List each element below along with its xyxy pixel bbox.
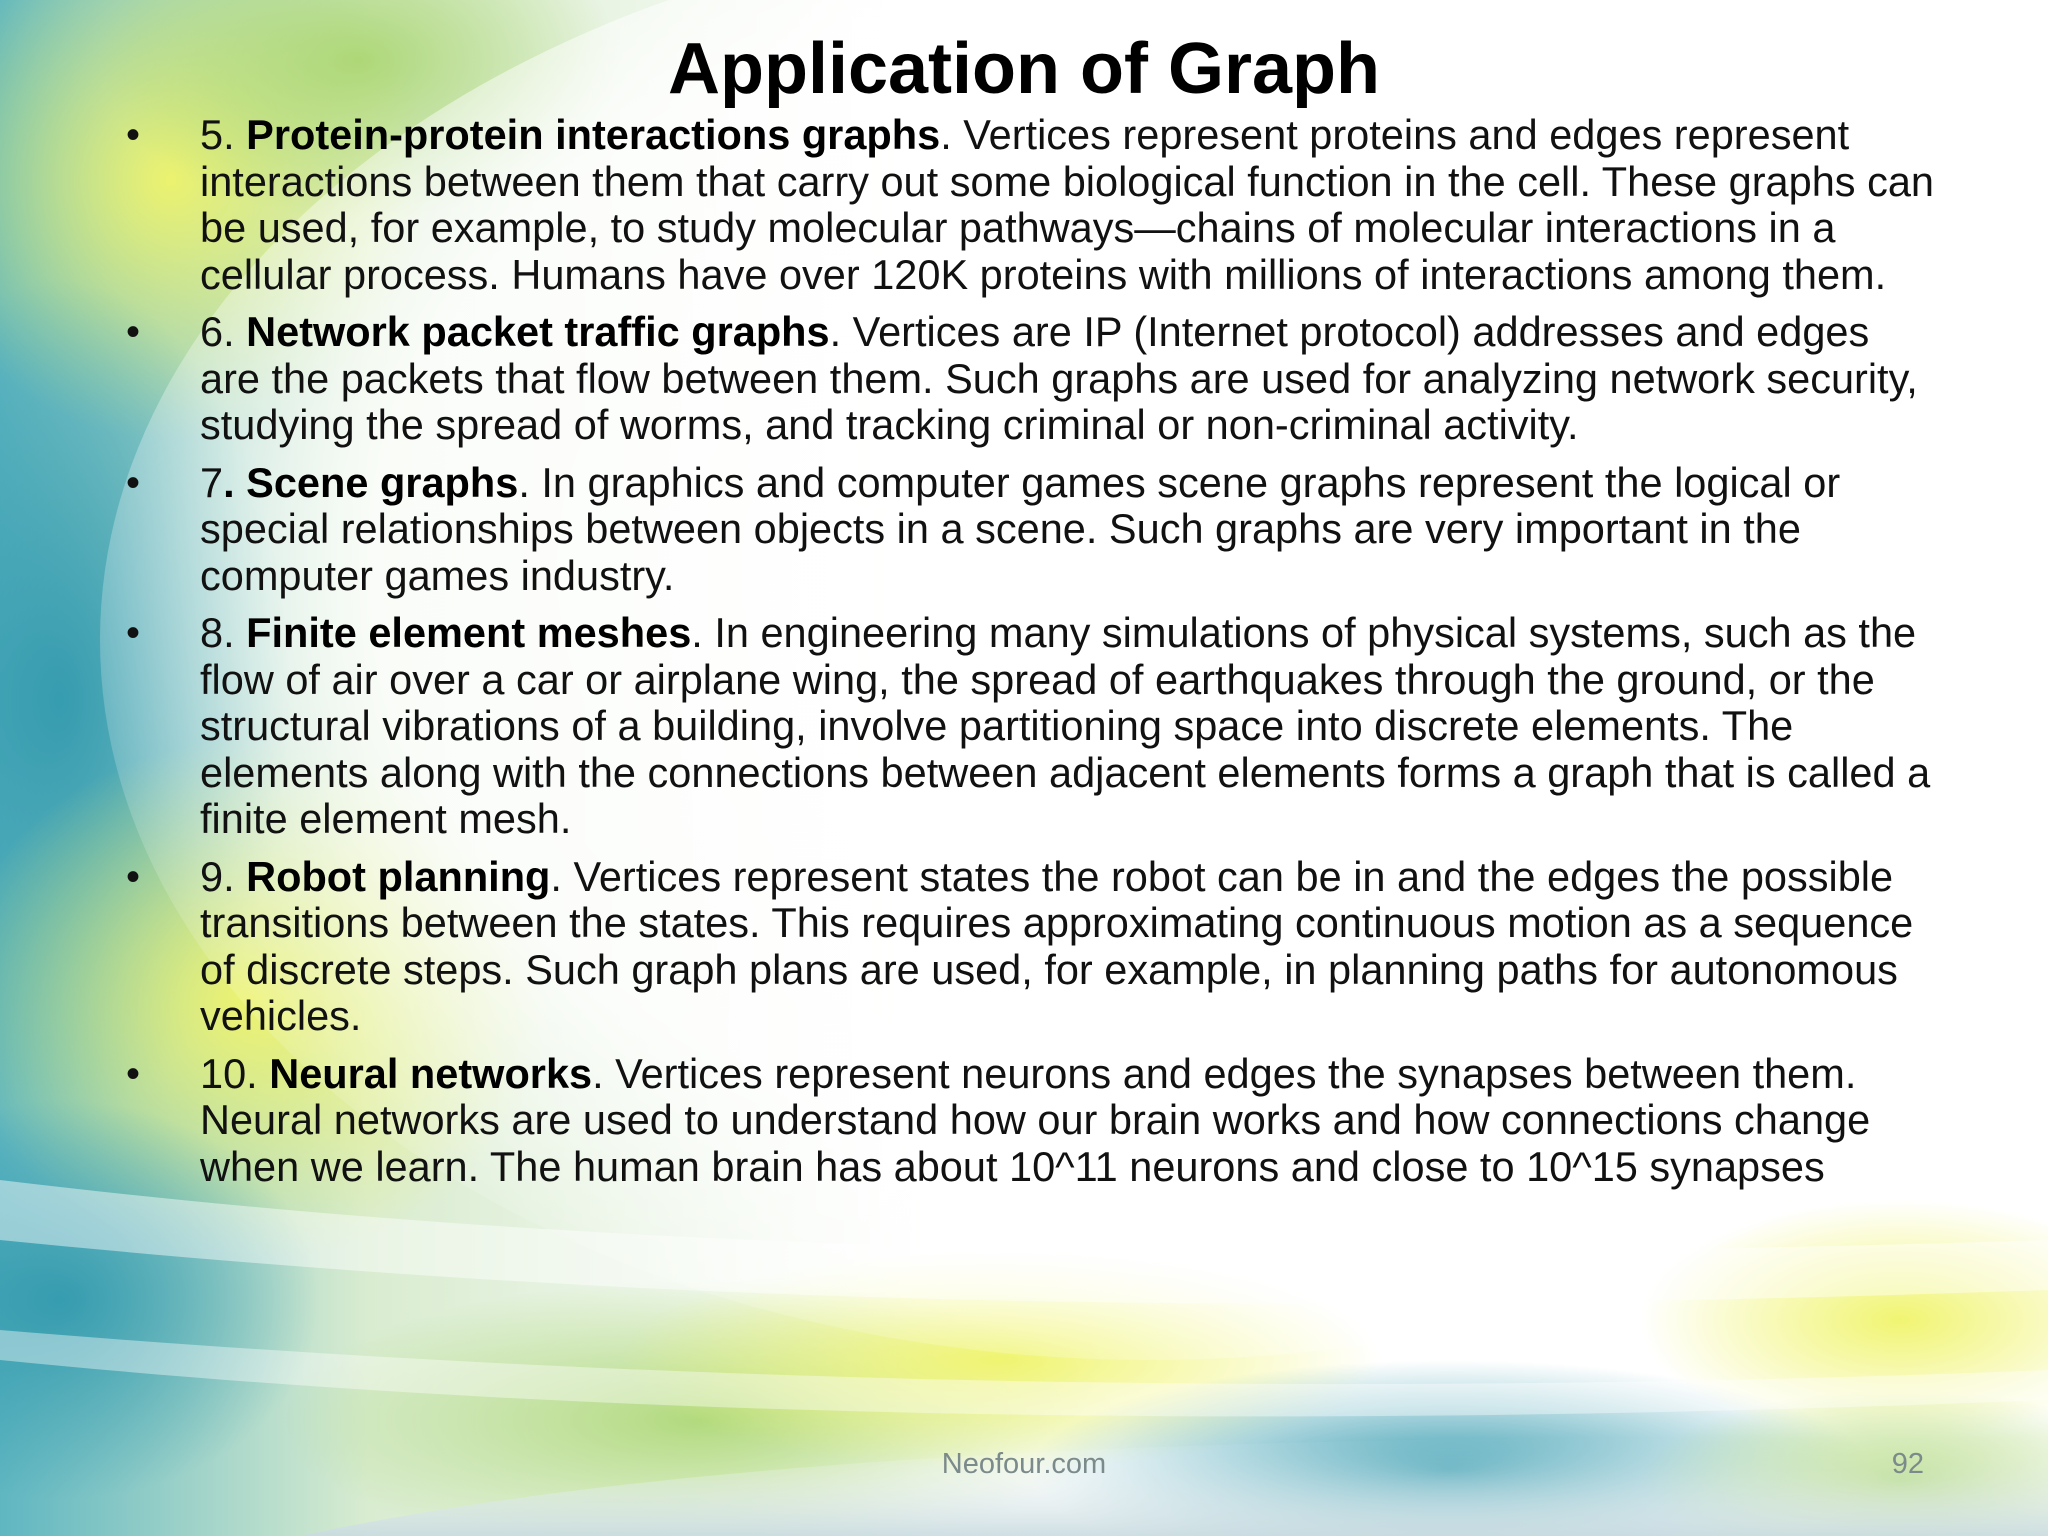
bullet-icon: • [125, 113, 140, 157]
item-number: 6. [200, 308, 247, 355]
item-text: . In graphics and computer games scene graphs represent the logical or special relationships between objects in a scene. Such graphs are very important in the computer games industry. [200, 458, 1841, 599]
item-text: . In engineering many simulations of physical systems, such as the flow of air over a car or airplane wing, the spread of earthquakes through the ground, or the structural vibrations of a building, involve partitioning space into discrete elements. The elements along with the connections between adjacent elements forms a graph that is called a finite element mesh. [200, 609, 1931, 842]
bullet-item-finite-element [118, 610, 1938, 843]
item-text: . Vertices represent proteins and edges represent interactions between them that carry out some biological function in the cell. These graphs can be used, for example, to study molecular pathways—chains of molecular interactions in a cellular process. Humans have over 120K proteins with millions of interactions among them. [200, 111, 1934, 298]
item-text: . Vertices are IP (Internet protocol) addresses and edges are the packets that flow between them. Such graphs are used for analyzing network security, studying the spread of worms, and tracking criminal or non-criminal activity. [200, 308, 1918, 448]
bullet-item-network-traffic [118, 309, 1938, 449]
bullet-icon: • [125, 460, 140, 505]
item-term: . Scene graphs [223, 458, 519, 506]
item-term: Finite element meshes [246, 609, 692, 656]
item-number: 9. [200, 852, 247, 900]
bullet-item-robot-planning [118, 854, 1938, 1040]
item-text: . Vertices represent states the robot can be in and the edges the possible transitions between the states. This requires approximating continuous motion as a sequence of discrete steps. Such graph plans are used, for example, in planning paths for autonomous vehicles. [200, 852, 1914, 1039]
item-term: Neural networks [269, 1049, 593, 1097]
footer-site: Neofour.com [941, 1448, 1107, 1480]
item-term: Network packet traffic graphs [246, 308, 830, 355]
slide-title [0, 26, 2048, 112]
bullet-list [118, 112, 1938, 1201]
bullet-item-neural-networks [118, 1051, 1938, 1191]
page-number: 92 [1891, 1448, 1924, 1480]
slide-title-text: Application of Graph [668, 29, 1380, 109]
bullet-icon: • [125, 611, 140, 655]
bullet-icon: • [125, 854, 140, 899]
item-number: 8. [200, 609, 247, 656]
bullet-icon: • [125, 310, 140, 354]
bullet-item-scene-graphs [118, 460, 1938, 600]
item-term: Protein-protein interactions graphs [246, 111, 941, 158]
bullet-item-protein [118, 112, 1938, 298]
item-term: Robot planning [246, 852, 551, 900]
item-number: 10. [200, 1049, 270, 1097]
item-text: . Vertices represent neurons and edges the synapses between them. Neural networks are used to understand how our brain works and how connections change when we learn. The human brain has about 10^11 neurons and close to 10^15 synapses [200, 1049, 1871, 1190]
item-number: 7 [200, 458, 224, 506]
item-number: 5. [200, 111, 247, 158]
bullet-icon: • [125, 1051, 140, 1096]
